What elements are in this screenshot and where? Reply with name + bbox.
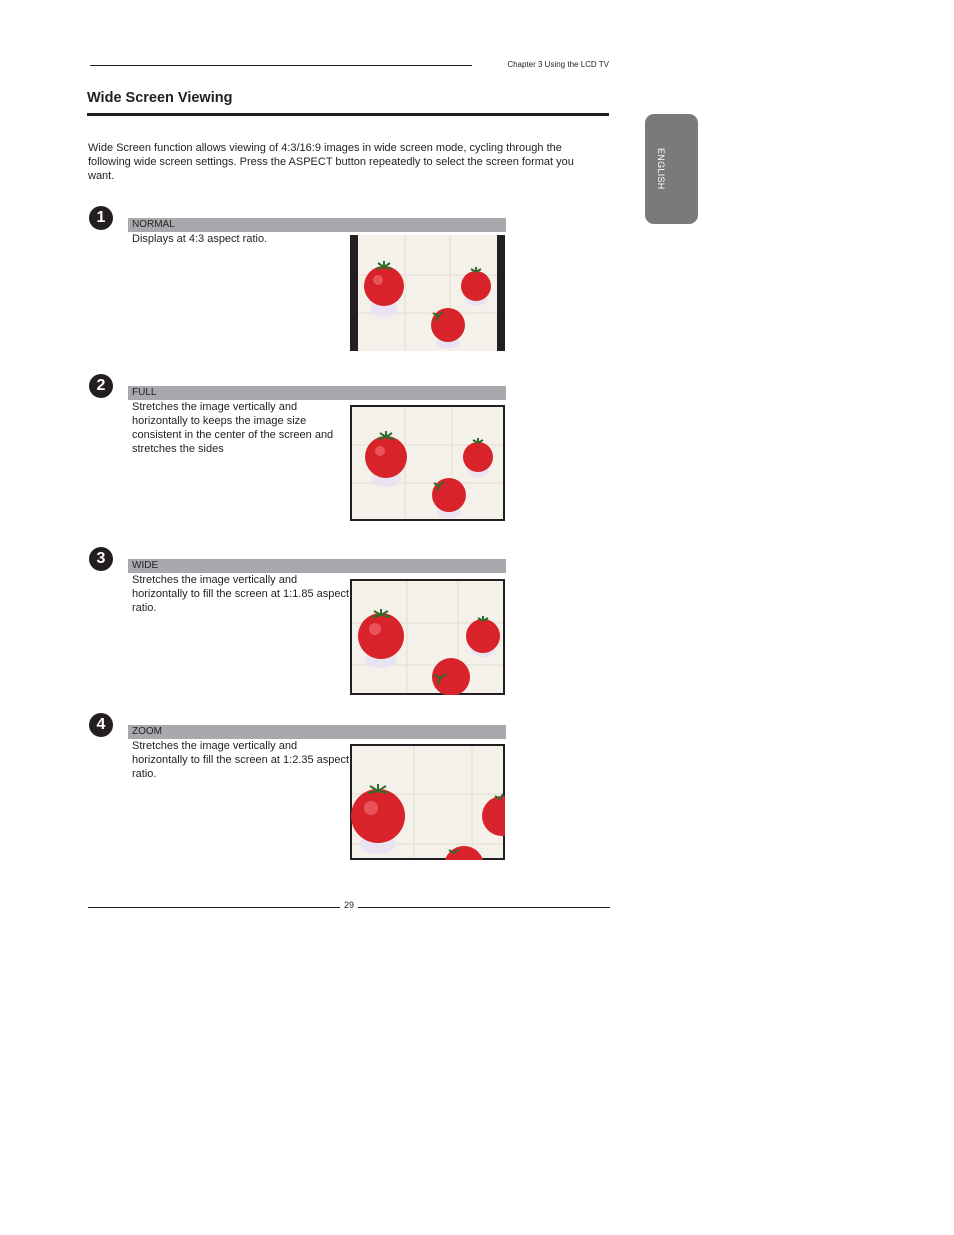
mode-bar-full	[128, 386, 506, 400]
mode-description-normal: Displays at 4:3 aspect ratio.	[132, 233, 268, 245]
screen-preview-full	[350, 405, 505, 521]
chapter-header: Chapter 3 Using the LCD TV	[507, 60, 609, 69]
title-underline	[87, 113, 609, 116]
mode-bar-normal	[128, 218, 506, 232]
mode-description-full: Stretches the image vertically and horizontally to keeps the image size consistent in the center of the screen and stretches the sides	[132, 401, 334, 455]
intro-paragraph: Wide Screen function allows viewing of 4:3/16:9 images in wide screen mode, cycling through the following wide screen settings. Press the ASPECT button repeatedly to select the screen format you want.	[88, 142, 574, 182]
language-tab	[645, 114, 698, 224]
section-title: Wide Screen Viewing	[87, 90, 233, 106]
step-2-badge: 2	[89, 374, 113, 398]
screen-preview-wide	[350, 579, 505, 695]
language-tab-label: ENGLISH	[656, 148, 666, 190]
mode-label-full: FULL	[132, 387, 157, 398]
page-number: 29	[343, 900, 354, 910]
step-3-badge: 3	[89, 547, 113, 571]
step-1-badge: 1	[89, 206, 113, 230]
mode-label-zoom: ZOOM	[132, 726, 162, 737]
mode-description-wide: Stretches the image vertically and horizontally to fill the screen at 1:1.85 aspect ratio.	[132, 574, 350, 614]
screen-preview-normal	[350, 235, 505, 351]
header-rule	[90, 65, 472, 66]
mode-label-wide: WIDE	[132, 560, 159, 571]
mode-label-normal: NORMAL	[132, 219, 175, 230]
mode-description-zoom: Stretches the image vertically and horizontally to fill the screen at 1:2.35 aspect ratio.	[132, 740, 350, 780]
screen-preview-zoom	[350, 744, 505, 860]
mode-bar-zoom	[128, 725, 506, 739]
step-4-badge: 4	[89, 713, 113, 737]
footer-rule-left	[88, 907, 340, 908]
mode-bar-wide	[128, 559, 506, 573]
footer-rule-right	[358, 907, 610, 908]
